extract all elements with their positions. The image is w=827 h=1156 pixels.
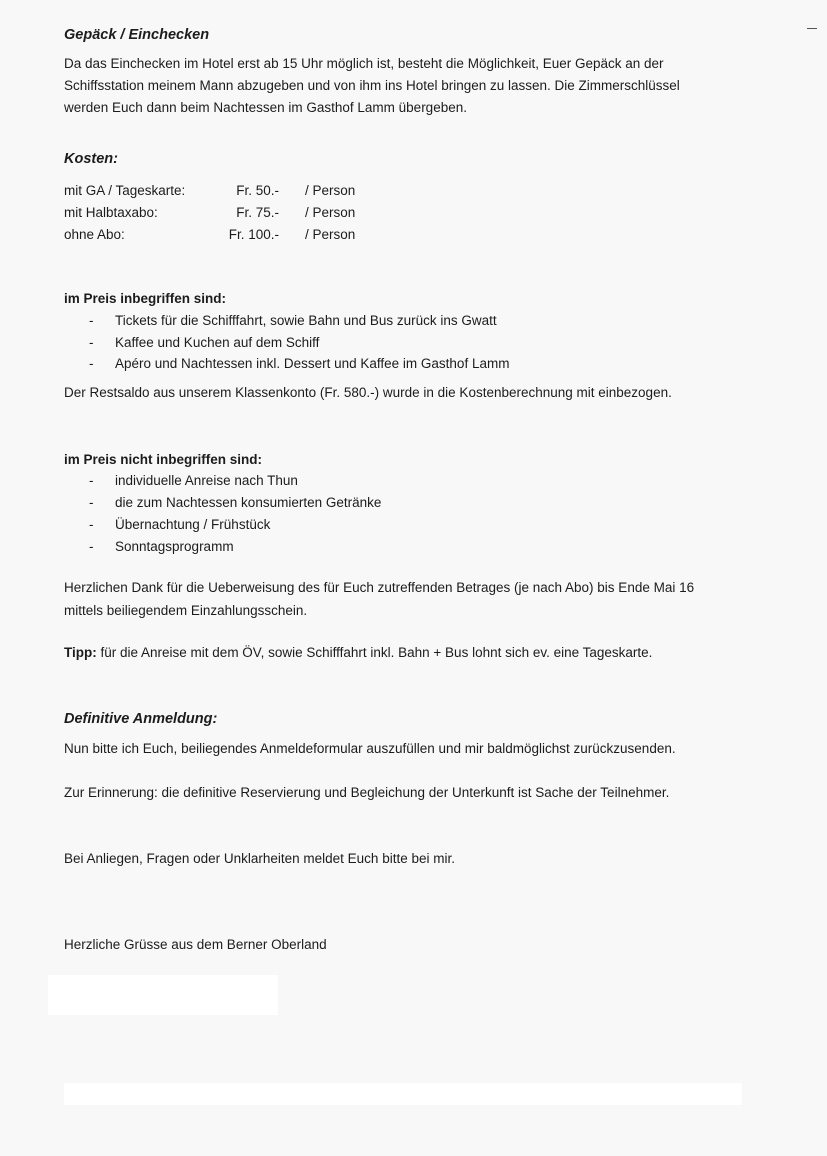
not-included-item: Übernachtung / Frühstück (115, 517, 271, 532)
cost-row-unit: / Person (305, 227, 356, 242)
closing-text: Herzliche Grüsse aus dem Berner Oberland (64, 937, 327, 952)
cost-row-label: ohne Abo: (64, 227, 125, 242)
payment-line-1: Herzlichen Dank für die Ueberweisung des für Euch zutreffenden Betrages (je nach Abo) bis Ende Mai 16 (64, 580, 695, 595)
tip-label: Tipp: (64, 645, 97, 660)
luggage-line-2: Schiffsstation meinem Mann abzugeben und von ihm ins Hotel bringen zu lassen. Die Zimmerschlüssel (64, 78, 680, 93)
bullet-dash: - (89, 473, 94, 488)
included-item: Apéro und Nachtessen inkl. Dessert und Kaffee im Gasthof Lamm (115, 356, 510, 371)
not-included-item: Sonntagsprogramm (115, 539, 234, 554)
cost-row-unit: / Person (305, 205, 356, 220)
tip-line (64, 645, 652, 660)
cost-row-price: Fr. 75.- (236, 205, 279, 220)
bullet-dash: - (89, 517, 94, 532)
cost-row-unit: / Person (305, 183, 356, 198)
luggage-line-1: Da das Einchecken im Hotel erst ab 15 Uhr möglich ist, besteht die Möglichkeit, Euer Gepäck an der (64, 56, 664, 71)
cost-row-label: mit Halbtaxabo: (64, 205, 158, 220)
cost-row-price: Fr. 50.- (236, 183, 279, 198)
included-item: Tickets für die Schifffahrt, sowie Bahn und Bus zurück ins Gwatt (115, 313, 497, 328)
reminder-text: Zur Erinnerung: die definitive Reservierung und Begleichung der Unterkunft ist Sache der Teilnehmer. (64, 785, 670, 800)
bullet-dash: - (89, 313, 94, 328)
redacted-signature (48, 975, 278, 1015)
included-heading: im Preis inbegriffen sind: (64, 291, 227, 306)
redacted-footer (64, 1083, 742, 1105)
scan-mark (807, 28, 817, 29)
bullet-dash: - (89, 539, 94, 554)
tip-text: für die Anreise mit dem ÖV, sowie Schifffahrt inkl. Bahn + Bus lohnt sich ev. eine Tageskarte. (96, 645, 653, 660)
bullet-dash: - (89, 495, 94, 510)
bullet-dash: - (89, 335, 94, 350)
luggage-heading: Gepäck / Einchecken (64, 27, 210, 43)
registration-heading: Definitive Anmeldung: (64, 711, 218, 727)
not-included-heading: im Preis nicht inbegriffen sind: (64, 452, 263, 467)
payment-line-2: mittels beiliegendem Einzahlungsschein. (64, 603, 308, 618)
costs-heading: Kosten: (64, 151, 118, 167)
not-included-item: die zum Nachtessen konsumierten Getränke (115, 495, 382, 510)
included-note: Der Restsaldo aus unserem Klassenkonto (Fr. 580.-) wurde in die Kostenberechnung mit einbezogen. (64, 385, 672, 400)
luggage-line-3: werden Euch dann beim Nachtessen im Gasthof Lamm übergeben. (64, 100, 467, 115)
cost-row-label: mit GA / Tageskarte: (64, 183, 186, 198)
registration-text: Nun bitte ich Euch, beiliegendes Anmeldeformular auszufüllen und mir baldmöglichst zurückzusenden. (64, 741, 676, 756)
not-included-item: individuelle Anreise nach Thun (115, 473, 298, 488)
bullet-dash: - (89, 356, 94, 371)
included-item: Kaffee und Kuchen auf dem Schiff (115, 335, 320, 350)
contact-text: Bei Anliegen, Fragen oder Unklarheiten meldet Euch bitte bei mir. (64, 851, 455, 866)
cost-row-price: Fr. 100.- (228, 227, 279, 242)
